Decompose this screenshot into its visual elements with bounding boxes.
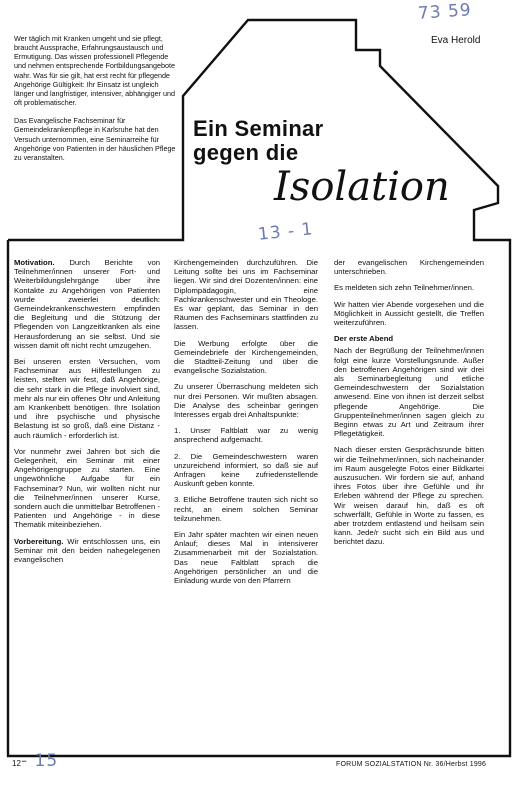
list-point-2: 2. Die Gemeindeschwestern waren unzureichend informiert, so daß sie auf Anfragen keine zufriedenstellende Auskunft geben konnte. (174, 451, 318, 489)
lead-vorbereitung: Vorbereitung. (14, 536, 64, 546)
paragraph-motivation (14, 258, 160, 350)
paragraph: Kirchengemeinden durchzuführen. Die Leitung sollte bei uns im Fachseminar liegen. Wir sind drei Dozenten/innen: eine Diplompädagogin, eine Fachkrankenschwester und ein Theologe. Es war geplant, das Seminar in den Räumen des Fachseminars stattfinden zu lassen. (174, 258, 318, 332)
article-column-1 (14, 258, 160, 571)
paragraph: Vor nunmehr zwei Jahren bot sich die Gelegenheit, ein Seminar mit einer Angehörigengruppe zu starten. Eine ungewöhnliche Aufgabe für ein Fachseminar? Nun, wir wollten nicht nur die Teilnehmer/innen unserer Kurse, sondern auch die unmittelbar Betroffenen - Patienten und Angehörige - in diese Thematik miteinbeziehen. (14, 446, 160, 530)
list-point-3: 3. Etliche Betroffene trauten sich nicht so recht, an einem solchen Seminar teilzunehmen. (174, 495, 318, 523)
journal-footer: FORUM SOZIALSTATION Nr. 36/Herbst 1996 (336, 761, 487, 768)
handwritten-number: 13 - 1 (257, 219, 315, 245)
intro-text (14, 34, 179, 171)
paragraph: Ein Jahr später machten wir einen neuen Anlauf; dieses Mal in intensiverer Zusammenarbeit mit der Sozialstation. Das neue Faltblatt sprach die Angehörigen persönlicher an und die Einladung wurde von den Pfarrern (174, 530, 318, 586)
title-line-2: gegen die (193, 140, 299, 165)
intro-paragraph-2: Das Evangelische Fachseminar für Gemeindekrankenpflege in Karlsruhe hat den Versuch unternommen, eine Seminarreihe für Angehörige von Patienten in der häuslichen Pflege zu veranstalten. (14, 116, 176, 162)
paragraph: Es meldeten sich zehn Teilnehmer/innen. (334, 283, 475, 293)
intro-paragraph-1: Wer täglich mit Kranken umgeht und sie pflegt, braucht Aussprache, Erfahrungsaustausch und Ermutigung. Das wissen professionell Pflegende und nehmen entsprechende Fortbildungsangebote wahr. Was für sie gilt, hat erst recht für pflegende Angehörige Gültigkeit: Ihr Einsatz ist ungleich länger und langfristiger, intensiver, abhängiger und oft problematischer. (14, 34, 176, 108)
text-motivation: Durch Berichte von Teilnehmer/innen unserer Fort- und Weiterbildungslehrgänge über ihre Kontakte zu Angehörigen von Patienten wurde zweierlei deutlich: Gemeindekrankenschwestern empfinden die Begleitung und die Stützung der Pflegenden von Langzeitkranken als eine Herausforderung an sie selbst. Und sie wissen damit oft nicht recht umzugehen. (14, 258, 160, 350)
paragraph: Zu unserer Überraschung meldeten sich nur drei Personen. Wir mußten absagen. Die Analyse des scheinbar geringen Interesses ergab drei Anhaltspunkte: (174, 382, 318, 420)
handwritten-page-note: - 15 (21, 751, 59, 771)
lead-motivation: Motivation. (14, 258, 55, 267)
article-column-2 (174, 258, 318, 592)
subheading-erster-abend: Der erste Abend (334, 334, 394, 344)
paragraph: Wir hatten vier Abende vorgesehen und die Möglichkeit in Aussicht gestellt, die Treffen weiterzuführen. (334, 299, 484, 328)
paragraph: der evangelischen Kirchengemeinden unterschrieben. (334, 258, 484, 277)
text-vorbereitung: Wir entschlossen uns, ein Seminar mit den beiden nahegelegenen evangelischen (14, 536, 160, 565)
paragraph: Nach dieser ersten Gesprächsrunde bitten wir die Teilnehmer/innen, sich nacheinander im Raum ausgelegte Fotos einer Bildkartei auszusuchen. Wir fordern sie auf, anhand ihres Fotos über ihre Gefühle und ihr Erleben während der Pflege zu sprechen. Wir weisen darauf hin, daß es oft schwerfällt, Gefühle in Worte zu fassen, es aber trotzdem entlastend und heilsam sein kann. Jede/r sucht sich ein Bild aus und berichtet dazu. (334, 445, 484, 547)
paragraph: Die Werbung erfolgte über die Gemeindebriefe der Kirchengemeinden, die Stadtteil-Zeitung und über die evangelische Sozialstation. (174, 338, 318, 376)
article-column-3 (334, 258, 484, 554)
paragraph: Nach der Begrüßung der Teilnehmer/innen folgt eine kurze Vorstellungsrunde. Außer den betroffenen Angehörigen sind wir drei als Seminarbegleitung und etliche Gemeindeschwestern der Sozialstation anwesend. Eine von ihnen ist derzeit selbst pflegende Angehörige. Die Gruppenteilnehmer/innen sagen gleich zu Beginn etwas zu Art und Zeitraum ihrer Pflegetätigkeit. (334, 346, 484, 439)
author-name: Eva Herold (431, 35, 481, 46)
archive-stamp: 73 59 (417, 0, 473, 24)
title-line-1: Ein Seminar (193, 116, 324, 141)
paragraph-vorbereitung (14, 537, 160, 565)
list-point-1: 1. Unser Faltblatt war zu wenig ansprechend aufgemacht. (174, 426, 318, 445)
title-line-3: Isolation (274, 164, 450, 210)
paragraph: Bei unseren ersten Versuchen, vom Fachseminar aus Hilfestellungen zu leisten, stellten wir fest, daß Angehörige, die sehr stark in die Pflege involviert sind, mehr als nur ein offenes Ohr und Anleitung am Krankenbett benötigen. Ihre Isolation und ihre psychische und physische Belastung ist so groß, daß eine Distanz - auch räumlich - erforderlich ist. (14, 357, 161, 440)
page-number: 12 (12, 759, 21, 768)
